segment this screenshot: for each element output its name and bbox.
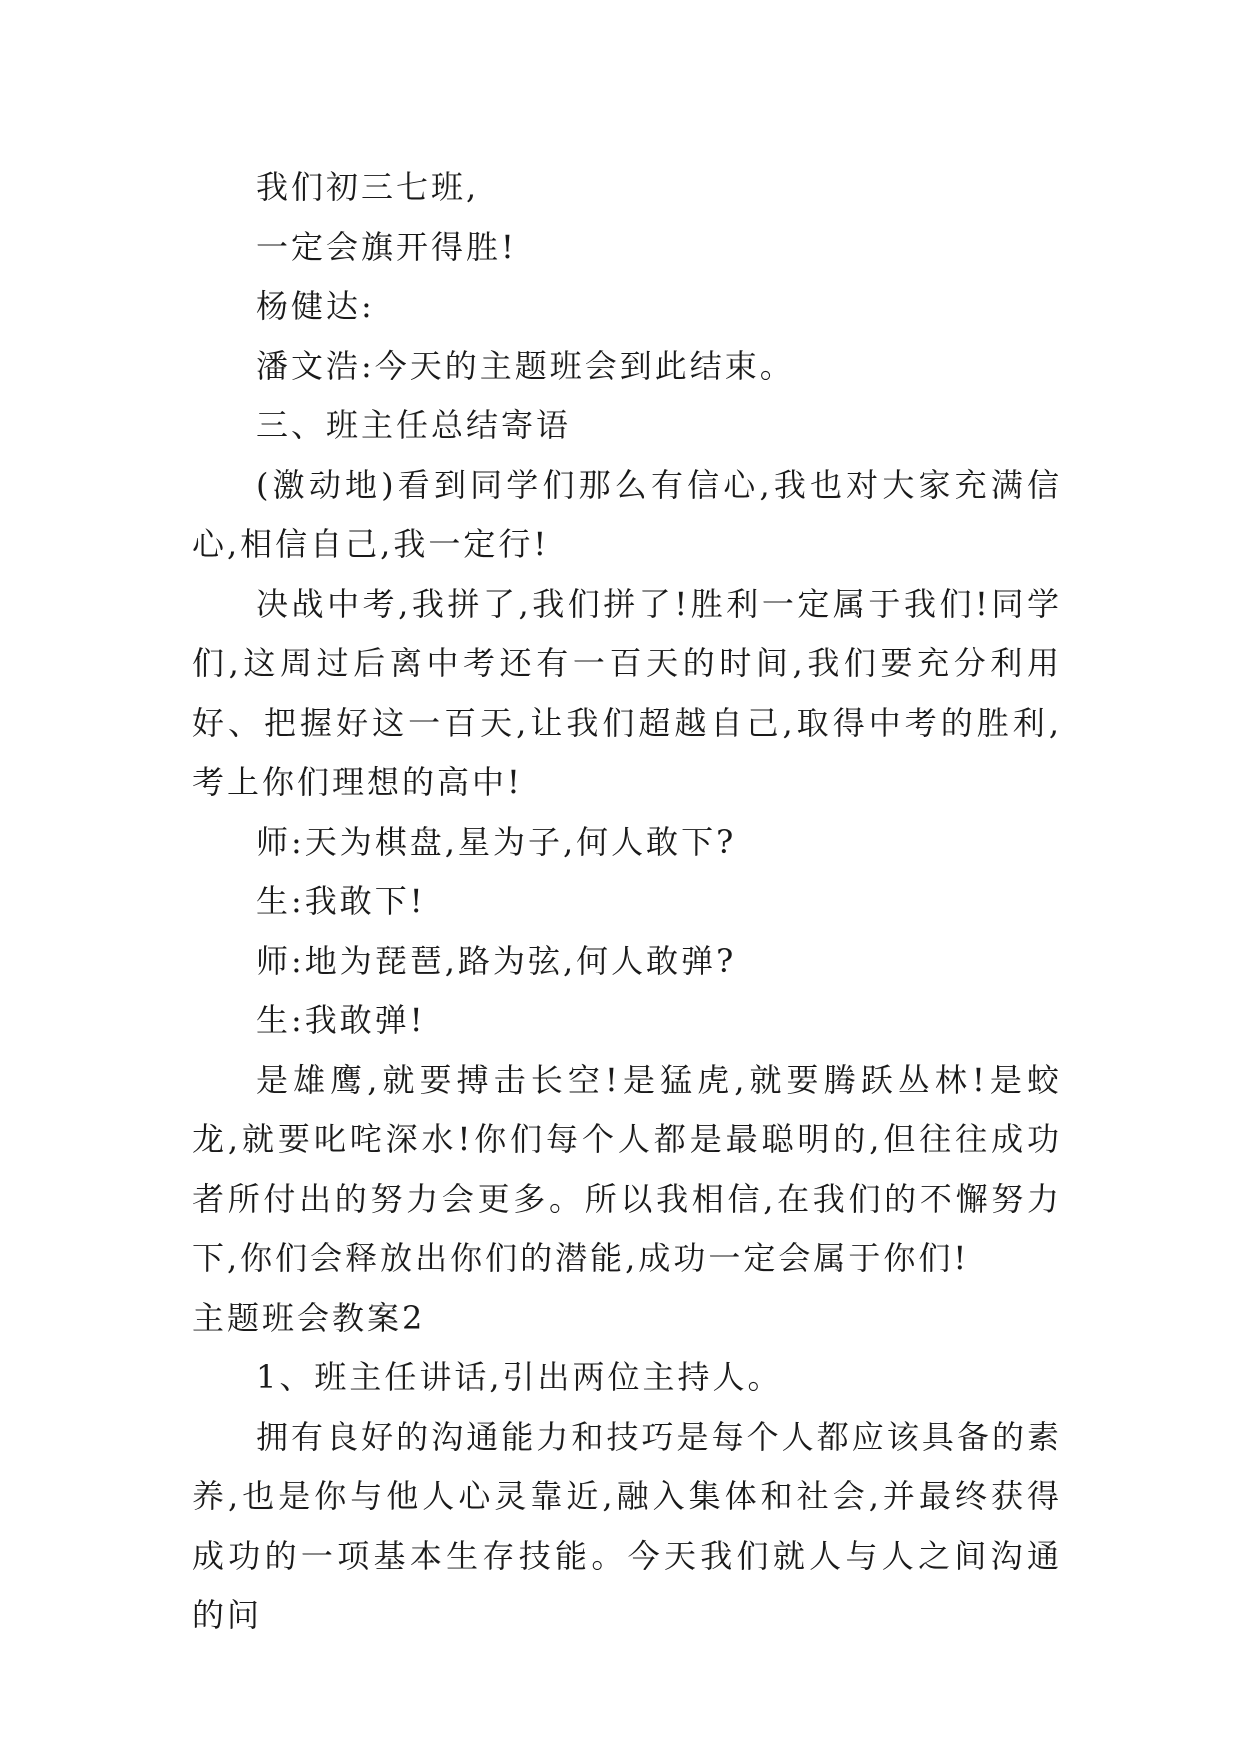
list-item: 1、班主任讲话,引出两位主持人。 (256, 1358, 783, 1396)
paragraph: 决战中考,我拼了,我们拼了!胜利一定属于我们!同学们,这周过后离中考还有一百天的时间,我们要充分利用好、把握好这一百天,让我们超越自己,取得中考的胜利,考上你们理想的高中! (192, 584, 1062, 801)
dialogue-line: 师:地为琵琶,路为弦,何人敢弹? (256, 941, 737, 980)
dialogue-line: 师:天为棋盘,星为子,何人敢下? (256, 822, 737, 861)
paragraph: 潘文浩:今天的主题班会到此结束。 (256, 346, 795, 385)
paragraph: 拥有良好的沟通能力和技巧是每个人都应该具备的素养,也是你与他人心灵靠近,融入集体和社会,并最终获得成功的一项基本生存技能。今天我们就人与人之间沟通的问 (192, 1417, 1062, 1634)
paragraph: 一定会旗开得胜! (256, 227, 517, 266)
paragraph: 是雄鹰,就要搏击长空!是猛虎,就要腾跃丛林!是蛟龙,就要叱咤深水!你们每个人都是最聪明的,但往往成功者所付出的努力会更多。所以我相信,在我们的不懈努力下,你们会释放出你们的潜能,成功一定会属于你们! (192, 1060, 1062, 1277)
dialogue-line: 生:我敢弹! (256, 1001, 426, 1039)
paragraph: (激动地)看到同学们那么有信心,我也对大家充满信心,相信自己,我一定行! (192, 465, 1062, 563)
paragraph: 我们初三七班, (256, 168, 480, 206)
document-title: 主题班会教案2 (192, 1298, 426, 1337)
dialogue-line: 生:我敢下! (256, 882, 426, 920)
document-body (192, 158, 1062, 1646)
paragraph: 杨健达: (256, 287, 375, 325)
section-heading: 三、班主任总结寄语 (256, 406, 572, 444)
